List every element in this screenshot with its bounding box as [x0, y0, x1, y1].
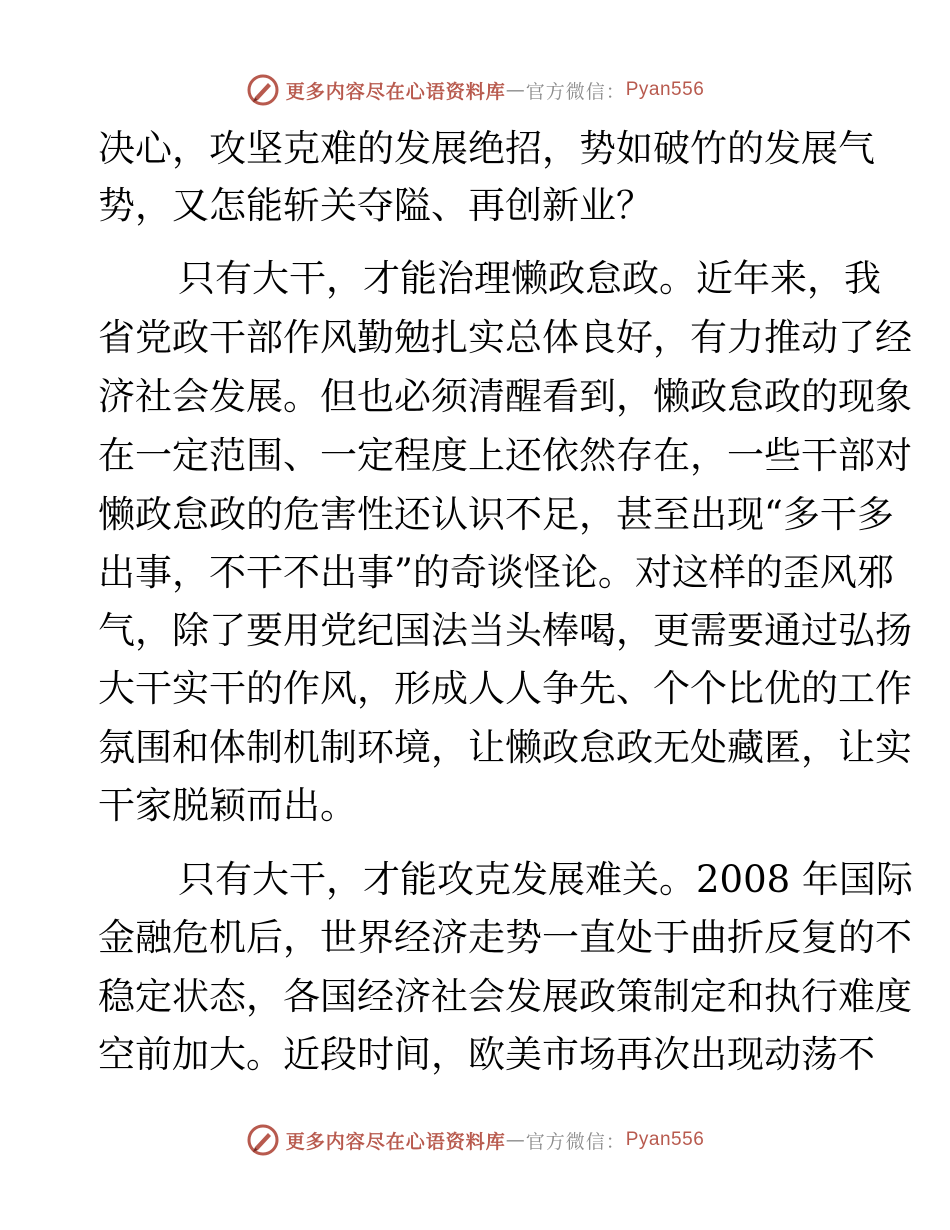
- text-line: 大干实干的作风，形成人人争先、个个比优的工作: [98, 667, 912, 710]
- watermark-sub-text: 官方微信：: [525, 1130, 626, 1153]
- text-line: 势，又怎能斩关夺隘、再创新业？: [98, 184, 653, 227]
- text-line: 稳定状态，各国经济社会发展政策制定和执行难度: [98, 975, 912, 1018]
- text-line: 金融危机后，世界经济走势一直处于曲折反复的不: [98, 916, 912, 959]
- text-line: 空前加大。近段时间，欧美市场再次出现动荡不: [98, 1033, 875, 1076]
- watermark-wechat-id: Pyan556: [625, 79, 705, 100]
- text-line: 氛围和体制机制环境，让懒政怠政无处藏匿，让实: [98, 726, 912, 769]
- watermark-main-text: 更多内容尽在心语资料库: [285, 80, 506, 103]
- text-line: 在一定范围、一定程度上还依然存在，一些干部对: [98, 434, 912, 477]
- text-line: 决心，攻坚克难的发展绝招，势如破竹的发展气: [98, 127, 875, 170]
- text-line: 省党政干部作风勤勉扎实总体良好，有力推动了经: [98, 316, 912, 359]
- text-line: 懒政怠政的危害性还认识不足，甚至出现“多干多: [98, 493, 894, 536]
- text-line: 出事，不干不出事”的奇谈怪论。对这样的歪风邪: [98, 551, 894, 594]
- footer-watermark: [0, 1120, 950, 1160]
- text-line: 济社会发展。但也必须清醒看到，懒政怠政的现象: [98, 375, 912, 418]
- watermark-dash: —: [505, 1129, 526, 1151]
- watermark-wechat-id: Pyan556: [625, 1129, 705, 1150]
- text-line: 气，除了要用党纪国法当头棒喝，更需要通过弘扬: [98, 609, 912, 652]
- text-line: 干家脱颖而出。: [98, 784, 357, 827]
- text-line: 只有大干，才能攻克发展难关。2008 年国际: [178, 858, 913, 901]
- pen-logo-icon: [246, 73, 280, 107]
- header-watermark: [0, 70, 950, 110]
- pen-logo-icon: [246, 1123, 280, 1157]
- text-line: 只有大干，才能治理懒政怠政。近年来，我: [178, 257, 881, 300]
- watermark-main-text: 更多内容尽在心语资料库: [285, 1130, 506, 1153]
- watermark-sub-text: 官方微信：: [525, 80, 626, 103]
- watermark-dash: —: [505, 79, 526, 101]
